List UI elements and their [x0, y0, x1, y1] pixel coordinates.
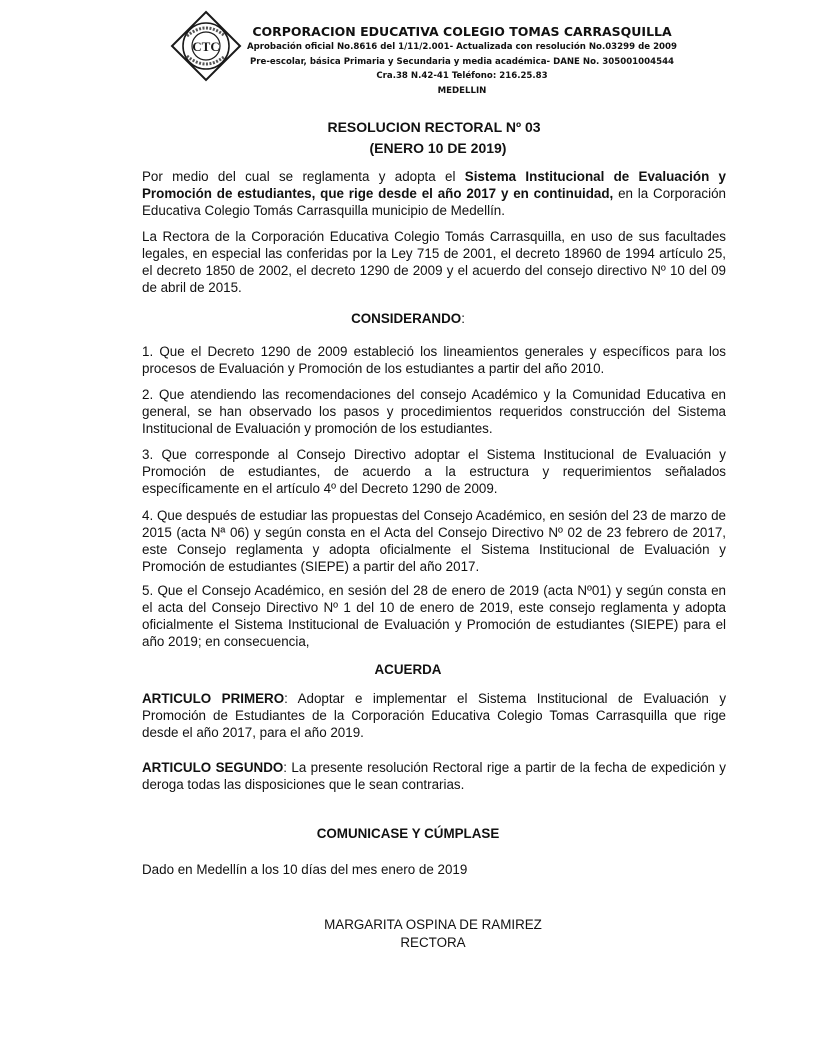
considerando-item: 1. Que el Decreto 1290 de 2009 estableció los lineamientos generales y específicos para los procesos de Evaluación y Promoción de los estudiantes a partir del año 2010.: [142, 344, 726, 376]
considerando-item: 3. Que corresponde al Consejo Directivo adoptar el Sistema Institucional de Evaluación y Promoción de estudiantes, de acuerdo a la estructura y requerimientos señalados específicamente en el artículo 4º del Decreto 1290 de 2009.: [142, 447, 726, 496]
resolution-date: (ENERO 10 DE 2019): [369, 140, 507, 156]
resolution-title: RESOLUCION RECTORAL Nº 03: [327, 119, 541, 135]
logo-initials: CTC: [192, 39, 220, 54]
levels-line: Pre-escolar, básica Primaria y Secundaria y media académica- DANE No. 305001004544: [249, 56, 675, 67]
comunicase-heading: COMUNICASE Y CÚMPLASE: [316, 826, 500, 841]
article-two-label: ARTICULO SEGUNDO: [142, 760, 284, 775]
signer-name: MARGARITA OSPINA DE RAMIREZ: [324, 917, 542, 932]
letterhead: [170, 8, 770, 108]
approval-line: Aprobación oficial No.8616 del 1/11/2.001- Actualizada con resolución No.03299 de 2009: [246, 42, 677, 52]
address-line: Cra.38 N.42-41 Teléfono: 216.25.83: [376, 71, 548, 82]
article-two-text: : La presente resolución Rectoral rige a partir de la fecha de expedición y deroga todas las disposiciones que le sean contrarias.: [142, 760, 726, 792]
article-two: [142, 759, 726, 793]
intro-text-post: en la Corporación Educativa Colegio Tomás Carrasquilla municipio de Medellín.: [142, 186, 726, 218]
considerando-item: 5. Que el Consejo Académico, en sesión del 28 de enero de 2019 (acta Nº01) y según consta en el acta del Consejo Directivo Nº 1 del 10 de enero de 2019, este consejo reglamenta y adopta oficialmente el Sistema Institucional de Evaluación y Promoción de estudiantes (SIEPE) para el año 2019; en consecuencia,: [142, 583, 726, 649]
rector-authority-paragraph: La Rectora de la Corporación Educativa Colegio Tomás Carrasquilla, en uso de sus facultades legales, en especial las conferidas por la Ley 715 de 2001, el decreto 18960 de 1994 artículo 25, el decreto 1850 de 2002, el decreto 1290 de 2009 y el acuerdo del consejo directivo Nº 10 del 09 de abril de 2015.: [142, 229, 726, 295]
article-one: [142, 690, 726, 741]
considerando-item: 4. Que después de estudiar las propuestas del Consejo Académico, en sesión del 23 de marzo de 2015 (acta Nª 06) y según consta en el Acta del Consejo Directivo Nº 02 de 23 febrero de 2017, este Consejo reglamenta y adopta oficialmente el Sistema Institucional de Evaluación y Promoción de estudiantes (SIEPE) a partir del año 2017.: [142, 508, 726, 574]
considerando-item: 2. Que atendiendo las recomendaciones del consejo Académico y la Comunidad Educativa en general, se han observado los pasos y procedimientos requeridos construcción del Sistema Institucional de Evaluación y promoción de los estudiantes.: [142, 387, 726, 436]
city-line: MEDELLIN: [437, 85, 487, 96]
considerando-heading: [0, 311, 816, 326]
considerando-colon: :: [461, 311, 465, 326]
considerando-heading-text: CONSIDERANDO: [351, 311, 462, 326]
intro-text-pre: Por medio del cual se reglamenta y adopta el: [142, 169, 465, 184]
institution-name: CORPORACION EDUCATIVA COLEGIO TOMAS CARRASQUILLA: [252, 24, 672, 39]
article-one-label: ARTICULO PRIMERO: [142, 691, 285, 706]
article-one-text: : Adoptar e implementar el Sistema Institucional de Evaluación y Promoción de Estudiantes de la Corporación Educativa Colegio Tomas Carrasquilla que rige desde el año 2017, para el año 2019.: [142, 691, 727, 740]
intro-paragraph: [142, 168, 726, 219]
intro-text-bold: Sistema Institucional de Evaluación y Promoción de estudiantes, que rige desde el año 2017 y en continuidad,: [142, 169, 727, 201]
acuerda-heading: ACUERDA: [374, 662, 442, 677]
issued-date-line: Dado en Medellín a los 10 días del mes enero de 2019: [142, 862, 468, 877]
signer-role: RECTORA: [400, 935, 466, 950]
